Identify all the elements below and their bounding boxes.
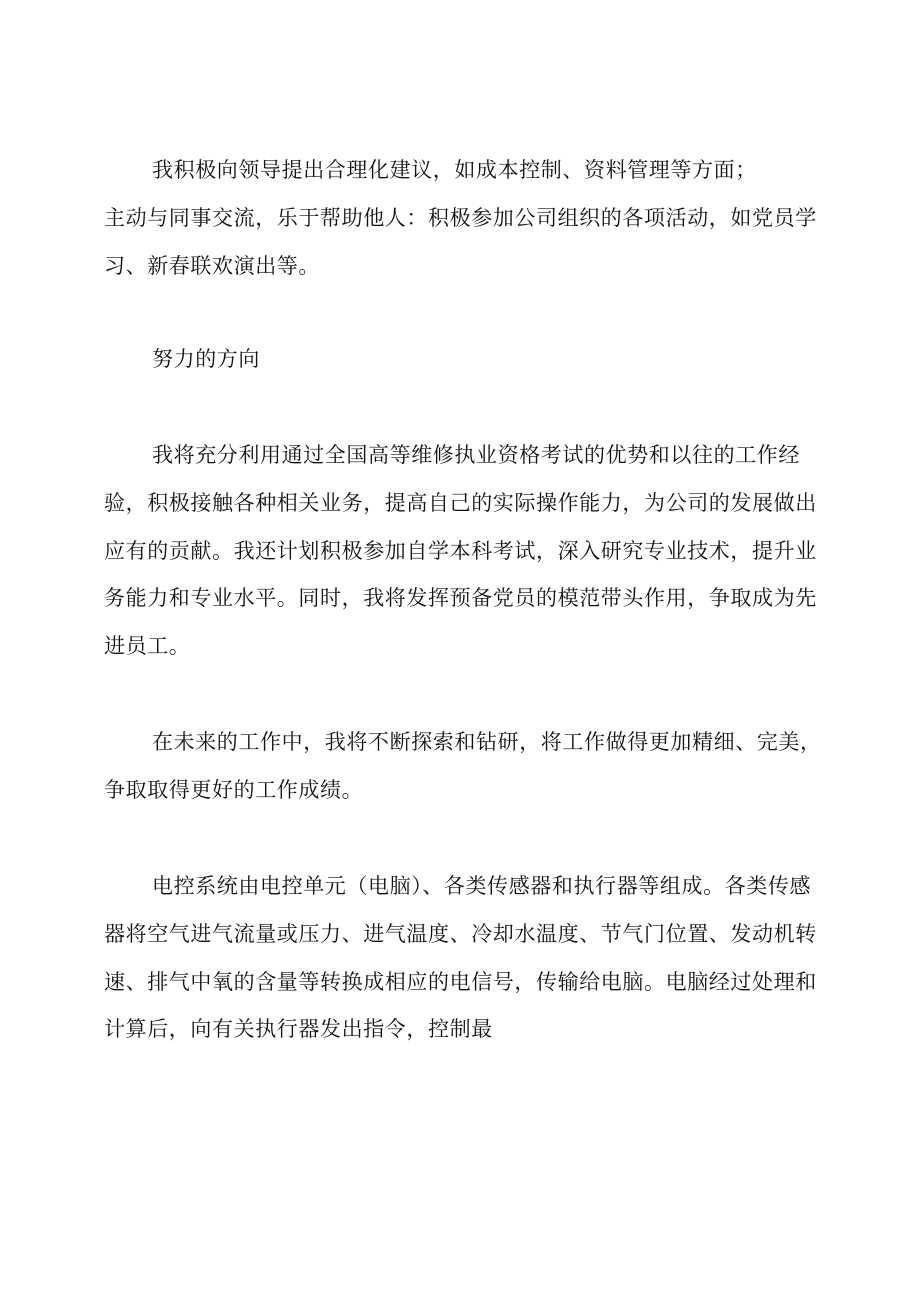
paragraph-1-line-2: 主动与同事交流，乐于帮助他人：积极参加公司组织的各项活动，如党员学 <box>104 206 817 230</box>
paragraph-4-line-2: 器将空气进气流量或压力、进气温度、冷却水温度、节气门位置、发动机转 <box>104 922 817 946</box>
paragraph-3-line-1: 在未来的工作中，我将不断探索和钻研，将工作做得更加精细、完美， <box>152 730 822 754</box>
paragraph-2-line-3: 应有的贡献。我还计划积极参加自学本科考试，深入研究专业技术，提升业 <box>104 539 817 563</box>
paragraph-1-line-1: 我积极向领导提出合理化建议，如成本控制、资料管理等方面； <box>152 158 757 182</box>
paragraph-2-line-2: 验，积极接触各种相关业务，提高自己的实际操作能力，为公司的发展做出 <box>104 491 817 515</box>
paragraph-4-line-4: 计算后，向有关执行器发出指令，控制最 <box>104 1017 493 1041</box>
paragraph-1-line-3: 习、新春联欢演出等。 <box>104 254 320 278</box>
paragraph-2-line-5: 进员工。 <box>104 634 191 658</box>
section-heading: 努力的方向 <box>152 347 260 371</box>
paragraph-4-line-3: 速、排气中氧的含量等转换成相应的电信号，传输给电脑。电脑经过处理和 <box>104 970 817 994</box>
paragraph-3-line-2: 争取取得更好的工作成绩。 <box>104 778 364 802</box>
paragraph-2-line-4: 务能力和专业水平。同时，我将发挥预备党员的模范带头作用，争取成为先 <box>104 586 817 610</box>
paragraph-4-line-1: 电控系统由电控单元（电脑）、各类传感器和执行器等组成。各类传感 <box>152 874 812 898</box>
paragraph-2-line-1: 我将充分利用通过全国高等维修执业资格考试的优势和以往的工作经 <box>152 443 800 467</box>
